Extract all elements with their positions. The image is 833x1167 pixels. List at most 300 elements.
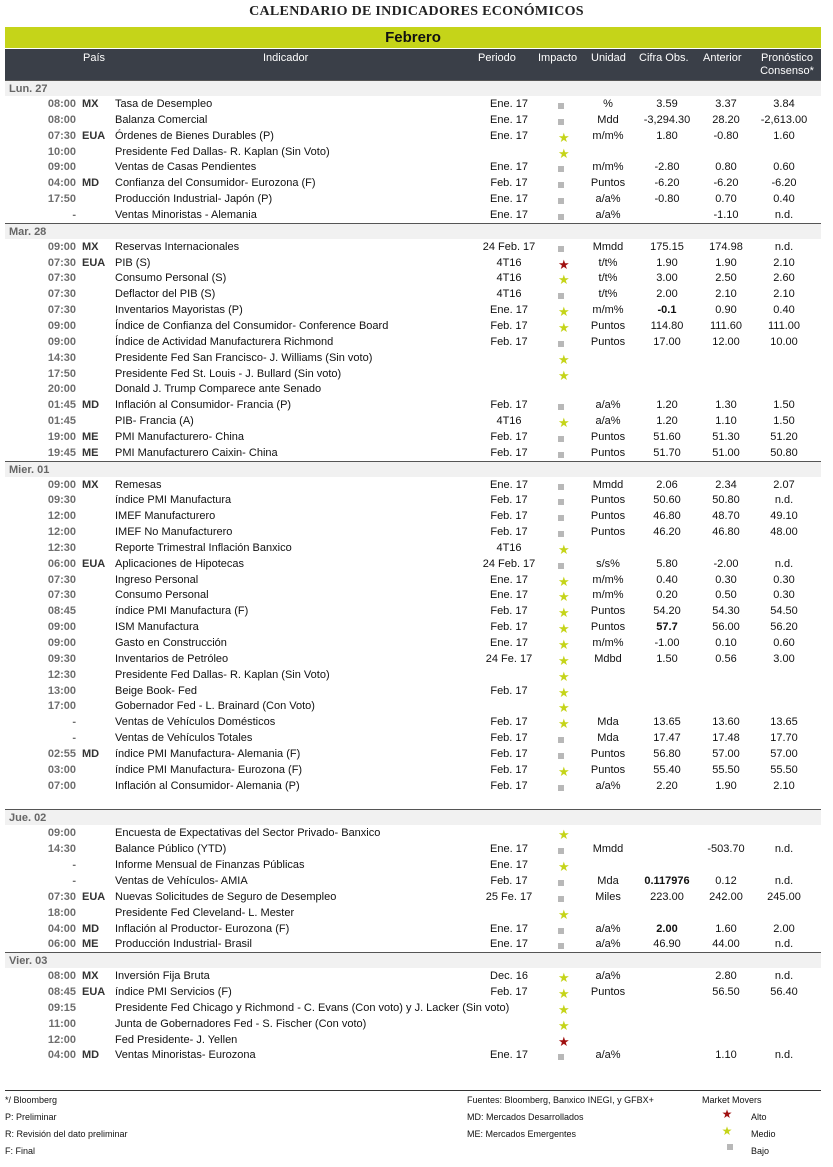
row-period: Ene. 17 bbox=[490, 1049, 528, 1062]
table-row bbox=[5, 445, 821, 461]
table-row bbox=[5, 207, 821, 223]
row-period: 24 Fe. 17 bbox=[485, 652, 533, 665]
row-unit: Mda bbox=[597, 732, 619, 745]
row-pronostico: 245.00 bbox=[767, 890, 801, 903]
row-unit: Puntos bbox=[590, 335, 626, 348]
row-unit: Mdbd bbox=[594, 652, 622, 665]
row-unit: a/a% bbox=[595, 779, 621, 792]
table-row bbox=[5, 96, 821, 112]
row-cifra: 5.80 bbox=[656, 557, 678, 570]
row-pronostico: 2.10 bbox=[773, 779, 795, 792]
row-cifra: -6.20 bbox=[654, 177, 680, 190]
row-time: 07:30 bbox=[47, 272, 76, 285]
row-pronostico: n.d. bbox=[774, 240, 794, 253]
row-unit: Mdd bbox=[597, 113, 619, 126]
row-time: 12:30 bbox=[47, 541, 76, 554]
row-pronostico: n.d. bbox=[774, 208, 794, 221]
row-period: Ene. 17 bbox=[490, 161, 528, 174]
day-header bbox=[5, 952, 821, 968]
table-row bbox=[5, 921, 821, 937]
row-country: MD bbox=[82, 1049, 100, 1062]
row-anterior: 13.60 bbox=[712, 716, 740, 729]
note-md: MD: Mercados Desarrollados bbox=[467, 1112, 584, 1122]
row-country: EUA bbox=[82, 890, 106, 903]
row-time: 09:00 bbox=[47, 827, 76, 840]
day-label: Lun. 27 bbox=[9, 83, 48, 95]
row-cifra: 17.00 bbox=[653, 335, 681, 348]
row-time: 12:30 bbox=[47, 668, 76, 681]
row-period: Feb. 17 bbox=[490, 621, 528, 634]
row-unit: m/m% bbox=[592, 304, 624, 317]
row-period: Ene. 17 bbox=[490, 859, 528, 872]
table-row: 07:30 Ingreso Personal Ene. 17 m/m% 0.40 0.30 0.30 ★ bbox=[5, 572, 821, 588]
header-pronostico: Pronóstico Consenso* bbox=[760, 52, 814, 77]
row-pronostico: 2.10 bbox=[773, 288, 795, 301]
row-indicator: Presidente Fed San Francisco- J. Williams (Sin voto) bbox=[115, 351, 373, 364]
row-indicator: índice PMI Manufactura (F) bbox=[115, 605, 249, 618]
row-unit: a/a% bbox=[595, 1049, 621, 1062]
row-cifra: 57.7 bbox=[656, 621, 678, 634]
row-time: 07:00 bbox=[47, 779, 76, 792]
row-period: Dec. 16 bbox=[490, 970, 528, 983]
row-time: - bbox=[72, 716, 76, 729]
row-country: ME bbox=[82, 938, 99, 951]
row-country: ME bbox=[82, 446, 99, 459]
table-row: 12:30 Presidente Fed Dallas- R. Kaplan (Sin Voto) ★ bbox=[5, 667, 821, 683]
row-unit: Puntos bbox=[590, 177, 626, 190]
row-anterior: 1.90 bbox=[715, 256, 737, 269]
row-period: Ene. 17 bbox=[490, 938, 528, 951]
table-row: 17:00 Gobernador Fed - L. Brainard (Con Voto) ★ bbox=[5, 698, 821, 714]
table-row: 09:00 Encuesta de Expectativas del Sector Privado- Banxico ★ bbox=[5, 825, 821, 841]
row-pronostico: 56.20 bbox=[770, 621, 798, 634]
row-country: MD bbox=[82, 922, 100, 935]
row-unit: m/m% bbox=[592, 589, 624, 602]
row-pronostico: n.d. bbox=[774, 557, 794, 570]
row-unit: Mda bbox=[597, 874, 619, 887]
row-unit: Puntos bbox=[590, 494, 626, 507]
table-row: 01:45 PIB- Francia (A) 4T16 a/a% 1.20 1.10 1.50 ★ bbox=[5, 413, 821, 429]
row-time: 12:00 bbox=[47, 510, 76, 523]
table-row bbox=[5, 778, 821, 794]
row-indicator: Fed Presidente- J. Yellen bbox=[115, 1033, 238, 1046]
row-anterior: 51.30 bbox=[712, 430, 740, 443]
row-indicator: Inversión Fija Bruta bbox=[115, 970, 210, 983]
row-indicator: índice PMI Manufactura- Alemania (F) bbox=[115, 747, 301, 760]
row-anterior: 46.80 bbox=[712, 526, 740, 539]
row-period: Ene. 17 bbox=[490, 113, 528, 126]
note-preliminar: P: Preliminar bbox=[5, 1112, 57, 1122]
row-pronostico: 111.00 bbox=[767, 319, 800, 332]
row-time: - bbox=[72, 859, 76, 872]
legend-alto: Alto bbox=[751, 1112, 767, 1122]
row-anterior: 174.98 bbox=[709, 240, 743, 253]
row-cifra: -1.00 bbox=[654, 637, 680, 649]
row-anterior: 2.50 bbox=[715, 272, 737, 285]
row-pronostico: n.d. bbox=[774, 494, 794, 507]
day-label: Mar. 28 bbox=[9, 225, 47, 238]
row-cifra: 0.117976 bbox=[644, 874, 690, 887]
row-time: 07:30 bbox=[47, 256, 76, 269]
calendar-table bbox=[5, 80, 821, 1063]
row-cifra: 56.80 bbox=[653, 747, 681, 760]
row-cifra: 46.90 bbox=[653, 938, 681, 951]
row-pronostico: 48.00 bbox=[770, 526, 798, 539]
row-indicator: Balanza Comercial bbox=[115, 113, 208, 126]
row-indicator: Nuevas Solicitudes de Seguro de Desempleo bbox=[115, 890, 337, 903]
row-time: 17:50 bbox=[47, 367, 76, 380]
table-row bbox=[5, 191, 821, 207]
row-time: 02:55 bbox=[47, 747, 76, 760]
spacer bbox=[5, 793, 821, 809]
row-pronostico: 49.10 bbox=[770, 510, 798, 523]
day-label: Jue. 02 bbox=[9, 812, 47, 825]
table-row: 10:00 Presidente Fed Dallas- R. Kaplan (Sin Voto) ★ bbox=[5, 144, 821, 160]
row-time: 04:00 bbox=[47, 177, 76, 190]
header-unit: Unidad bbox=[591, 52, 626, 64]
header-anterior: Anterior bbox=[703, 52, 742, 64]
row-indicator: índice PMI Manufactura- Eurozona (F) bbox=[115, 763, 303, 776]
table-row: 08:00 MX Inversión Fija Bruta Dec. 16 a/a% 2.80 n.d. ★ bbox=[5, 968, 821, 984]
row-unit: Puntos bbox=[590, 763, 626, 776]
row-time: - bbox=[72, 208, 76, 221]
table-row bbox=[5, 524, 821, 540]
row-unit: Puntos bbox=[590, 526, 626, 539]
table-row bbox=[5, 841, 821, 857]
row-period: Feb. 17 bbox=[490, 732, 528, 745]
row-unit: Puntos bbox=[590, 986, 626, 999]
row-unit: a/a% bbox=[595, 938, 621, 951]
row-indicator: Gasto en Construcción bbox=[115, 637, 227, 649]
row-unit: a/a% bbox=[595, 970, 621, 983]
row-indicator: Consumo Personal bbox=[115, 589, 209, 602]
row-pronostico: 50.80 bbox=[770, 446, 798, 459]
day-label: Mier. 01 bbox=[9, 463, 50, 476]
table-header bbox=[5, 49, 821, 80]
row-pronostico: 56.40 bbox=[770, 986, 798, 999]
row-anterior: 12.00 bbox=[712, 335, 740, 348]
row-pronostico: 0.30 bbox=[773, 573, 795, 586]
row-period: Feb. 17 bbox=[490, 494, 528, 507]
row-time: 08:00 bbox=[47, 98, 76, 110]
row-anterior: 2.80 bbox=[715, 970, 737, 983]
table-row bbox=[5, 397, 821, 413]
row-pronostico: 0.40 bbox=[773, 304, 795, 317]
note-final: F: Final bbox=[5, 1146, 36, 1156]
row-time: 04:00 bbox=[47, 1049, 76, 1062]
row-indicator: Inventarios Mayoristas (P) bbox=[115, 304, 243, 317]
row-country: EUA bbox=[82, 129, 106, 142]
row-cifra: 54.20 bbox=[653, 605, 681, 618]
table-row bbox=[5, 1047, 821, 1063]
row-time: 09:00 bbox=[47, 161, 76, 174]
row-anterior: 1.90 bbox=[715, 779, 737, 792]
row-indicator: Gobernador Fed - L. Brainard (Con Voto) bbox=[115, 700, 315, 713]
row-period: Feb. 17 bbox=[490, 399, 528, 412]
row-period: Feb. 17 bbox=[490, 763, 528, 776]
row-time: - bbox=[72, 732, 76, 745]
row-unit: a/a% bbox=[595, 208, 621, 221]
row-cifra: 1.20 bbox=[656, 415, 678, 428]
table-row: 09:00 ISM Manufactura Feb. 17 Puntos 57.7 56.00 56.20 ★ bbox=[5, 619, 821, 635]
row-pronostico: 2.10 bbox=[773, 256, 795, 269]
table-row bbox=[5, 477, 821, 493]
footer bbox=[5, 1090, 821, 1156]
row-time: 01:45 bbox=[47, 415, 76, 428]
row-unit: Puntos bbox=[590, 747, 626, 760]
table-row: 11:00 Junta de Gobernadores Fed - S. Fischer (Con voto) ★ bbox=[5, 1016, 821, 1032]
header-cifra: Cifra Obs. bbox=[639, 52, 689, 64]
row-time: 19:00 bbox=[47, 430, 76, 443]
row-indicator: Inflación al Consumidor- Alemania (P) bbox=[115, 779, 300, 792]
row-pronostico: 0.60 bbox=[773, 161, 795, 174]
row-indicator: índice PMI Servicios (F) bbox=[115, 986, 232, 999]
row-anterior: 51.00 bbox=[712, 446, 740, 459]
row-time: 17:00 bbox=[47, 700, 76, 713]
row-time: 14:30 bbox=[47, 843, 76, 856]
row-anterior: 0.90 bbox=[715, 304, 737, 317]
row-anterior: 0.56 bbox=[715, 652, 737, 665]
row-country: MX bbox=[82, 478, 99, 491]
row-unit: Puntos bbox=[590, 510, 626, 523]
row-cifra: 17.47 bbox=[653, 732, 681, 745]
day-header bbox=[5, 80, 821, 96]
row-indicator: PMI Manufacturero Caixin- China bbox=[115, 446, 278, 459]
table-row bbox=[5, 556, 821, 572]
row-unit: a/a% bbox=[595, 922, 621, 935]
legend-title: Market Movers bbox=[702, 1095, 762, 1105]
note-revision: R: Revisión del dato preliminar bbox=[5, 1129, 128, 1139]
row-anterior: 3.37 bbox=[715, 98, 737, 110]
row-cifra: -3,294.30 bbox=[643, 113, 691, 126]
page-title: CALENDARIO DE INDICADORES ECONÓMICOS bbox=[249, 4, 584, 19]
row-time: 09:30 bbox=[47, 494, 76, 507]
row-period: Feb. 17 bbox=[490, 747, 528, 760]
row-indicator: Ventas de Vehículos Totales bbox=[115, 732, 253, 745]
table-row: 07:30 Consumo Personal (S) 4T16 t/t% 3.00 2.50 2.60 ★ bbox=[5, 270, 821, 286]
row-indicator: Presidente Fed St. Louis - J. Bullard (Sin voto) bbox=[115, 367, 342, 380]
table-row: - Ventas de Vehículos Domésticos Feb. 17 Mda 13.65 13.60 13.65 ★ bbox=[5, 714, 821, 730]
table-row: - Informe Mensual de Finanzas Públicas Ene. 17 ★ bbox=[5, 857, 821, 873]
row-pronostico: 2.07 bbox=[773, 478, 795, 491]
row-indicator: Ventas de Vehículos Domésticos bbox=[115, 716, 276, 729]
row-period: 4T16 bbox=[496, 541, 522, 554]
table-row bbox=[5, 730, 821, 746]
row-anterior: 57.00 bbox=[712, 747, 740, 760]
note-me: ME: Mercados Emergentes bbox=[467, 1129, 577, 1139]
row-indicator: Reservas Internacionales bbox=[115, 240, 240, 253]
row-period: Ene. 17 bbox=[490, 589, 528, 602]
row-anterior: 54.30 bbox=[712, 605, 740, 618]
row-indicator: ISM Manufactura bbox=[115, 621, 199, 634]
yellow-star-icon: ★ bbox=[721, 1124, 733, 1138]
row-cifra: -2.80 bbox=[654, 161, 680, 174]
red-star-icon: ★ bbox=[721, 1107, 733, 1121]
row-time: 07:30 bbox=[47, 589, 76, 602]
row-cifra: 1.20 bbox=[656, 399, 678, 412]
row-unit: Mmdd bbox=[592, 478, 624, 491]
row-pronostico: -2,613.00 bbox=[760, 113, 808, 126]
row-time: 11:00 bbox=[48, 1017, 76, 1030]
row-cifra: 1.90 bbox=[656, 256, 678, 269]
row-cifra: 46.20 bbox=[653, 526, 681, 539]
row-time: 07:30 bbox=[47, 129, 76, 142]
row-unit: s/s% bbox=[596, 557, 620, 570]
row-indicator: PIB- Francia (A) bbox=[115, 415, 194, 428]
row-anterior: 1.30 bbox=[715, 399, 737, 412]
table-row: 07:30 Consumo Personal Ene. 17 m/m% 0.20 0.50 0.30 ★ bbox=[5, 587, 821, 603]
table-row bbox=[5, 746, 821, 762]
row-indicator: Presidente Fed Dallas- R. Kaplan (Sin Voto) bbox=[115, 668, 330, 681]
row-country: MX bbox=[82, 98, 99, 110]
row-time: 19:45 bbox=[47, 446, 76, 459]
row-cifra: 2.00 bbox=[656, 288, 678, 301]
row-unit: Puntos bbox=[590, 605, 626, 618]
table-row: 08:45 EUA índice PMI Servicios (F) Feb. 17 Puntos 56.50 56.40 ★ bbox=[5, 984, 821, 1000]
row-unit: Mmdd bbox=[592, 240, 624, 253]
header-country: País bbox=[83, 52, 106, 64]
row-unit: m/m% bbox=[592, 573, 624, 586]
row-unit: m/m% bbox=[592, 161, 624, 174]
row-indicator: Deflactor del PIB (S) bbox=[115, 288, 216, 301]
day-label: Vier. 03 bbox=[9, 955, 48, 968]
row-pronostico: 13.65 bbox=[770, 716, 798, 729]
row-pronostico: 3.00 bbox=[773, 652, 795, 665]
row-unit: Mmdd bbox=[592, 843, 624, 856]
row-indicator: Beige Book- Fed bbox=[115, 684, 197, 697]
row-anterior: 0.70 bbox=[715, 193, 737, 206]
table-row bbox=[5, 175, 821, 191]
row-indicator: Confianza del Consumidor- Eurozona (F) bbox=[115, 177, 316, 190]
row-indicator: PIB (S) bbox=[115, 256, 151, 269]
row-time: 08:45 bbox=[47, 605, 76, 618]
day-header bbox=[5, 223, 821, 239]
note-bloomberg: */ Bloomberg bbox=[5, 1095, 58, 1105]
row-anterior: 111.60 bbox=[709, 319, 742, 332]
row-period: Feb. 17 bbox=[490, 716, 528, 729]
row-cifra: 223.00 bbox=[650, 890, 684, 903]
row-time: 06:00 bbox=[47, 557, 76, 570]
row-cifra: 2.06 bbox=[656, 478, 678, 491]
row-period: 4T16 bbox=[496, 415, 522, 428]
row-time: 09:15 bbox=[47, 1001, 76, 1014]
row-pronostico: 0.60 bbox=[773, 637, 795, 649]
row-anterior: 48.70 bbox=[712, 510, 740, 523]
row-period: 4T16 bbox=[496, 256, 522, 269]
row-indicator: Ingreso Personal bbox=[115, 573, 199, 586]
row-period: Ene. 17 bbox=[490, 129, 528, 142]
row-unit: Puntos bbox=[590, 319, 626, 332]
row-cifra: 114.80 bbox=[650, 319, 684, 332]
row-country: EUA bbox=[82, 986, 106, 999]
row-indicator: IMEF No Manufacturero bbox=[115, 526, 233, 539]
row-indicator: Reporte Trimestral Inflación Banxico bbox=[115, 541, 292, 554]
row-indicator: Consumo Personal (S) bbox=[115, 272, 227, 285]
row-indicator: Inflación al Productor- Eurozona (F) bbox=[115, 922, 290, 935]
row-unit: m/m% bbox=[592, 129, 624, 142]
row-time: 07:30 bbox=[47, 890, 76, 903]
row-cifra: 3.59 bbox=[656, 98, 678, 110]
row-time: 03:00 bbox=[47, 763, 76, 776]
row-anterior: 1.60 bbox=[715, 922, 737, 935]
row-pronostico: n.d. bbox=[774, 1049, 794, 1062]
row-period: Feb. 17 bbox=[490, 430, 528, 443]
row-country: MX bbox=[82, 970, 99, 983]
row-time: 07:30 bbox=[47, 573, 76, 586]
row-cifra: 13.65 bbox=[653, 716, 681, 729]
row-anterior: 56.50 bbox=[712, 986, 740, 999]
row-indicator: Órdenes de Bienes Durables (P) bbox=[115, 129, 274, 142]
row-cifra: 175.15 bbox=[650, 240, 684, 253]
row-country: MD bbox=[82, 399, 100, 412]
header-period: Periodo bbox=[478, 52, 516, 64]
row-indicator: Ventas de Casas Pendientes bbox=[115, 161, 257, 174]
table-row: 07:30 EUA Órdenes de Bienes Durables (P) Ene. 17 m/m% 1.80 -0.80 1.60 ★ bbox=[5, 128, 821, 144]
row-time: 14:30 bbox=[47, 351, 76, 364]
row-country: ME bbox=[82, 430, 99, 443]
row-indicator: Balance Público (YTD) bbox=[115, 843, 227, 856]
row-cifra: 51.60 bbox=[653, 430, 681, 443]
table-row bbox=[5, 429, 821, 445]
table-row: 09:30 Inventarios de Petróleo 24 Fe. 17 Mdbd 1.50 0.56 3.00 ★ bbox=[5, 651, 821, 667]
row-anterior: 2.34 bbox=[715, 478, 737, 491]
row-time: - bbox=[72, 874, 76, 887]
row-unit: Puntos bbox=[590, 446, 626, 459]
row-indicator: PMI Manufacturero- China bbox=[115, 430, 244, 443]
row-period: Ene. 17 bbox=[490, 98, 528, 110]
row-anterior: -2.00 bbox=[713, 557, 739, 570]
row-time: 09:00 bbox=[47, 240, 76, 253]
row-period: Feb. 17 bbox=[490, 446, 528, 459]
row-time: 12:00 bbox=[47, 1033, 76, 1046]
table-row: 09:00 Índice de Confianza del Consumidor- Conference Board Feb. 17 Puntos 114.80 111.60 111.00 ★ bbox=[5, 318, 821, 334]
row-unit: a/a% bbox=[595, 399, 621, 412]
row-period: Feb. 17 bbox=[490, 779, 528, 792]
row-anterior: 44.00 bbox=[712, 938, 740, 951]
row-indicator: Inflación al Consumidor- Francia (P) bbox=[115, 399, 292, 412]
row-period: Ene. 17 bbox=[490, 637, 528, 649]
row-cifra: 2.00 bbox=[656, 922, 678, 935]
row-period: Feb. 17 bbox=[490, 510, 528, 523]
header-indicator: Indicador bbox=[263, 52, 309, 64]
row-time: 13:00 bbox=[47, 684, 76, 697]
row-anterior: -503.70 bbox=[707, 843, 745, 856]
table-row bbox=[5, 112, 821, 128]
row-period: Feb. 17 bbox=[490, 319, 528, 332]
row-cifra: 0.20 bbox=[656, 589, 678, 602]
row-time: 08:00 bbox=[47, 970, 76, 983]
table-row: 14:30 Presidente Fed San Francisco- J. Williams (Sin voto) ★ bbox=[5, 350, 821, 366]
row-pronostico: 10.00 bbox=[770, 335, 798, 348]
row-anterior: 55.50 bbox=[712, 763, 740, 776]
month-banner: Febrero bbox=[5, 27, 821, 48]
row-time: 08:00 bbox=[47, 113, 76, 126]
row-pronostico: 55.50 bbox=[770, 763, 798, 776]
row-time: 06:00 bbox=[47, 938, 76, 951]
table-row: 09:00 Gasto en Construcción Ene. 17 m/m% -1.00 0.10 0.60 ★ bbox=[5, 635, 821, 651]
row-pronostico: n.d. bbox=[774, 843, 794, 856]
row-pronostico: 51.20 bbox=[770, 430, 798, 443]
row-anterior: 2.10 bbox=[715, 288, 737, 301]
row-unit: t/t% bbox=[598, 256, 618, 269]
row-time: 08:45 bbox=[47, 986, 76, 999]
table-row bbox=[5, 159, 821, 175]
row-pronostico: n.d. bbox=[774, 938, 794, 951]
row-period: Ene. 17 bbox=[490, 843, 528, 856]
row-unit: a/a% bbox=[595, 415, 621, 428]
row-time: 07:30 bbox=[47, 288, 76, 301]
row-pronostico: n.d. bbox=[774, 874, 794, 887]
